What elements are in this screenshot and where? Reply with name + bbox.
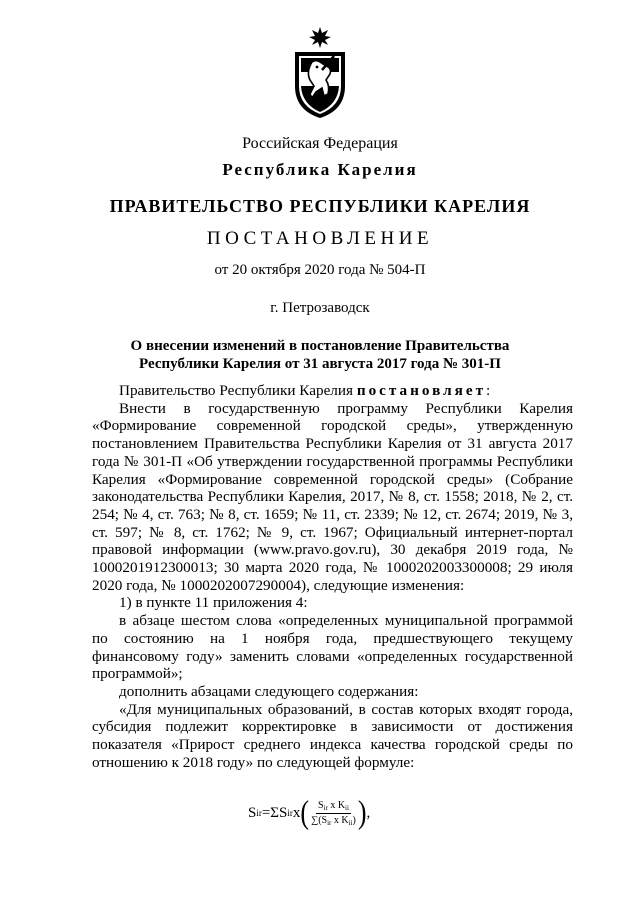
paragraph-item-1: 1) в пункте 11 приложения 4: (119, 594, 308, 612)
formula-tail: , (366, 804, 371, 821)
formula-fraction (311, 800, 356, 827)
den-close: ) (352, 814, 356, 826)
country-name: Российская Федерация (242, 135, 398, 152)
intro-paragraph (92, 382, 573, 400)
document-date-number: от 20 октября 2020 года № 504-П (214, 262, 426, 278)
formula-sum-sub: ir (287, 808, 293, 818)
document-title (0, 337, 640, 373)
paragraph-amendments: Внести в государственную программу Республики Карелия «Формирование современной городской среды», утвержденную постановлением Правительства Республики Карелия от 31 августа 2017 года № 301-П «Об утверждении государственной программы Республики Карелия «Формирование современной городской среды» (Собрание законодательства Республики Карелия, 2017, № 8, ст. 1558; 2018, № 2, ст. 254; № 4, ст. 763; № 8, ст. 1659; № 11, ст. 2339; № 12, ст. 2674; 2019, № 3, ст. 597; № 8, ст. 1762; № 9, ст. 1967; Официальный интернет-портал правовой информации (www.pravo.gov.ru), 30 декабря 2019 года, № 1000201912300013; 30 марта 2020 года, № 1000202003300008; 29 июля 2020 года, № 1000202007290004), следующие изменения: (92, 399, 573, 594)
intro-prefix: Правительство Республики Карелия (119, 382, 354, 399)
den-open: ∑(S (311, 814, 328, 826)
subsidy-formula (248, 793, 370, 833)
title-line-1: О внесении изменений в постановление Правительства (130, 338, 510, 354)
paragraph-subsidy-rule: «Для муниципальных образований, в состав которых входят города, субсидия подлежит корректировке в зависимости от достижения показателя «Прирост среднего индекса качества городской среды по отношению к 2018 году» по следующей формуле: (92, 700, 573, 771)
government-name: ПРАВИТЕЛЬСТВО РЕСПУБЛИКИ КАРЕЛИЯ (109, 196, 531, 216)
document-body (92, 382, 573, 771)
num-s-sub: ir (323, 803, 328, 812)
num-k: x K (327, 799, 346, 811)
title-line-2: Республики Карелия от 31 августа 2017 года № 301-П (139, 356, 501, 372)
document-type: ПОСТАНОВЛЕНИЕ (206, 228, 434, 249)
formula-lhs-sub: ir (256, 808, 262, 818)
formula-lhs: S (248, 804, 257, 821)
formula-times: x (292, 804, 301, 821)
karelia-coat-of-arms-icon (292, 26, 348, 120)
num-k-sub: ii (345, 803, 349, 812)
formula-open-paren: ( (300, 794, 310, 831)
formula-sum: =ΣS (261, 804, 288, 821)
intro-action: постановляет (356, 382, 487, 399)
paragraph-replace-words: в абзаце шестом слова «определенных муниципальной программой по состоянию на 1 ноября года, предшествующего текущему финансовому году» заменить словами «определенных государственной программой»; (92, 612, 573, 683)
num-s: S (317, 799, 324, 811)
den-k: x K (331, 814, 349, 826)
formula-denominator (311, 814, 356, 827)
den-k-sub: ii (348, 818, 353, 827)
document-city: г. Петрозаводск (270, 300, 370, 316)
den-s-sub: ir (327, 818, 332, 827)
intro-suffix: : (486, 382, 491, 399)
paragraph-add-text: дополнить абзацами следующего содержания: (119, 682, 419, 700)
republic-name: Республика Карелия (222, 160, 418, 179)
formula-close-paren: ) (357, 794, 367, 831)
formula-numerator (316, 800, 351, 814)
